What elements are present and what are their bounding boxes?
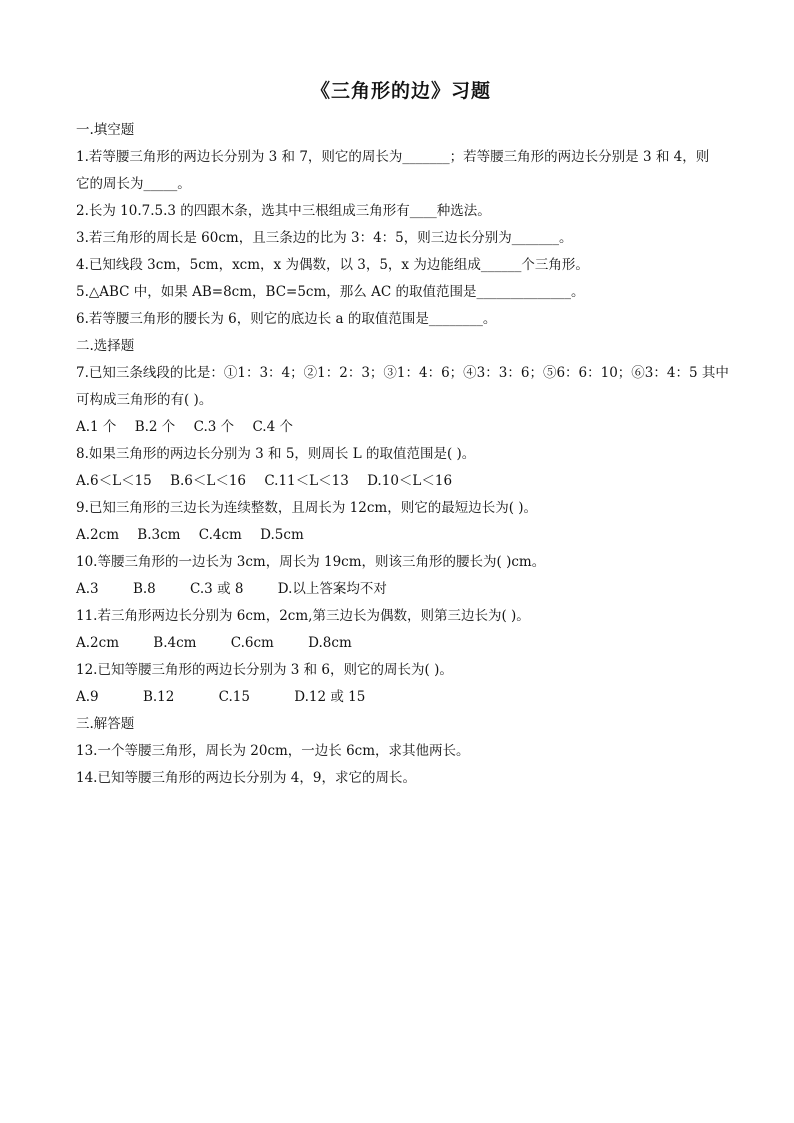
question-1-line-2: 它的周长为_____。 <box>76 176 191 192</box>
option-a: A.2cm <box>76 635 119 651</box>
option-c: C.11＜L＜13 <box>264 473 349 489</box>
question-10-options <box>76 576 726 603</box>
question-6: 6.若等腰三角形的腰长为 6，则它的底边长 a 的取值范围是________。 <box>76 311 497 327</box>
option-a: A.3 <box>76 581 99 597</box>
option-d: C.4 个 <box>252 419 293 435</box>
option-c: C.3 或 8 <box>190 581 244 597</box>
option-b: B.6＜L＜16 <box>170 473 247 489</box>
question-8: 8.如果三角形的两边长分别为 3 和 5，则周长 L 的取值范围是( )。 <box>76 446 476 462</box>
question-13: 13.一个等腰三角形，周长为 20cm，一边长 6cm，求其他两长。 <box>76 743 470 759</box>
option-d: D.8cm <box>308 635 352 651</box>
question-5: 5.△ABC 中，如果 AB=8cm，BC=5cm，那么 AC 的取值范围是______________。 <box>76 284 585 300</box>
option-b: B.3cm <box>137 527 181 543</box>
worksheet <box>76 70 729 792</box>
option-c: C.15 <box>218 689 250 705</box>
option-b: B.2 个 <box>134 419 176 435</box>
question-2: 2.长为 10.7.5.3 的四跟木条，选其中三根组成三角形有____种选法。 <box>76 203 491 219</box>
question-9: 9.已知三角形的三边长为连续整数，且周长为 12cm，则它的最短边长为( )。 <box>76 500 538 516</box>
option-c: C.6cm <box>230 635 274 651</box>
question-7-line-2: 可构成三角形的有( )。 <box>76 392 213 408</box>
section-multiple-choice: 二.选择题 <box>76 338 135 354</box>
section-solve: 三.解答题 <box>76 716 135 732</box>
option-a: A.9 <box>76 689 99 705</box>
option-a: A.6＜L＜15 <box>76 473 152 489</box>
option-d: D.10＜L＜16 <box>367 473 453 489</box>
option-d: D.12 或 15 <box>294 689 366 705</box>
option-c: C.3 个 <box>193 419 235 435</box>
question-11-options <box>76 630 726 657</box>
option-b: B.12 <box>142 689 175 705</box>
question-7-options <box>76 414 726 441</box>
question-7-line-1: 7.已知三条线段的比是：①1：3：4；②1：2：3；③1：4：6；④3：3：6；⑤6：6：10；⑥3：4：5 其中 <box>76 365 729 381</box>
option-b: B.8 <box>132 581 156 597</box>
question-4: 4.已知线段 3cm，5cm，xcm，x 为偶数，以 3，5，x 为边能组成______个三角形。 <box>76 257 589 273</box>
option-a: A.1 个 <box>76 419 117 435</box>
option-c: C.4cm <box>198 527 242 543</box>
option-d: D.5cm <box>260 527 304 543</box>
question-14: 14.已知等腰三角形的两边长分别为 4，9，求它的周长。 <box>76 770 416 786</box>
question-12: 12.已知等腰三角形的两边长分别为 3 和 6，则它的周长为( )。 <box>76 662 453 678</box>
question-11: 11.若三角形两边长分别为 6cm，2cm,第三边长为偶数，则第三边长为( )。 <box>76 608 530 624</box>
page-title: 《三角形的边》习题 <box>310 80 491 102</box>
option-a: A.2cm <box>76 527 119 543</box>
question-12-options <box>76 684 726 711</box>
option-b: B.4cm <box>153 635 197 651</box>
question-1-line-1: 1.若等腰三角形的两边长分别为 3 和 7，则它的周长为_______；若等腰三角形的两边长分别是 3 和 4，则 <box>76 149 710 165</box>
question-8-options <box>76 468 726 495</box>
option-d: D.以上答案均不对 <box>277 581 387 597</box>
question-3: 3.若三角形的周长是 60cm，且三条边的比为 3：4：5，则三边长分别为_______。 <box>76 230 573 246</box>
section-fill-in: 一.填空题 <box>76 122 135 138</box>
question-10: 10.等腰三角形的一边长为 3cm，周长为 19cm，则该三角形的腰长为( )cm。 <box>76 554 546 570</box>
question-9-options <box>76 522 726 549</box>
